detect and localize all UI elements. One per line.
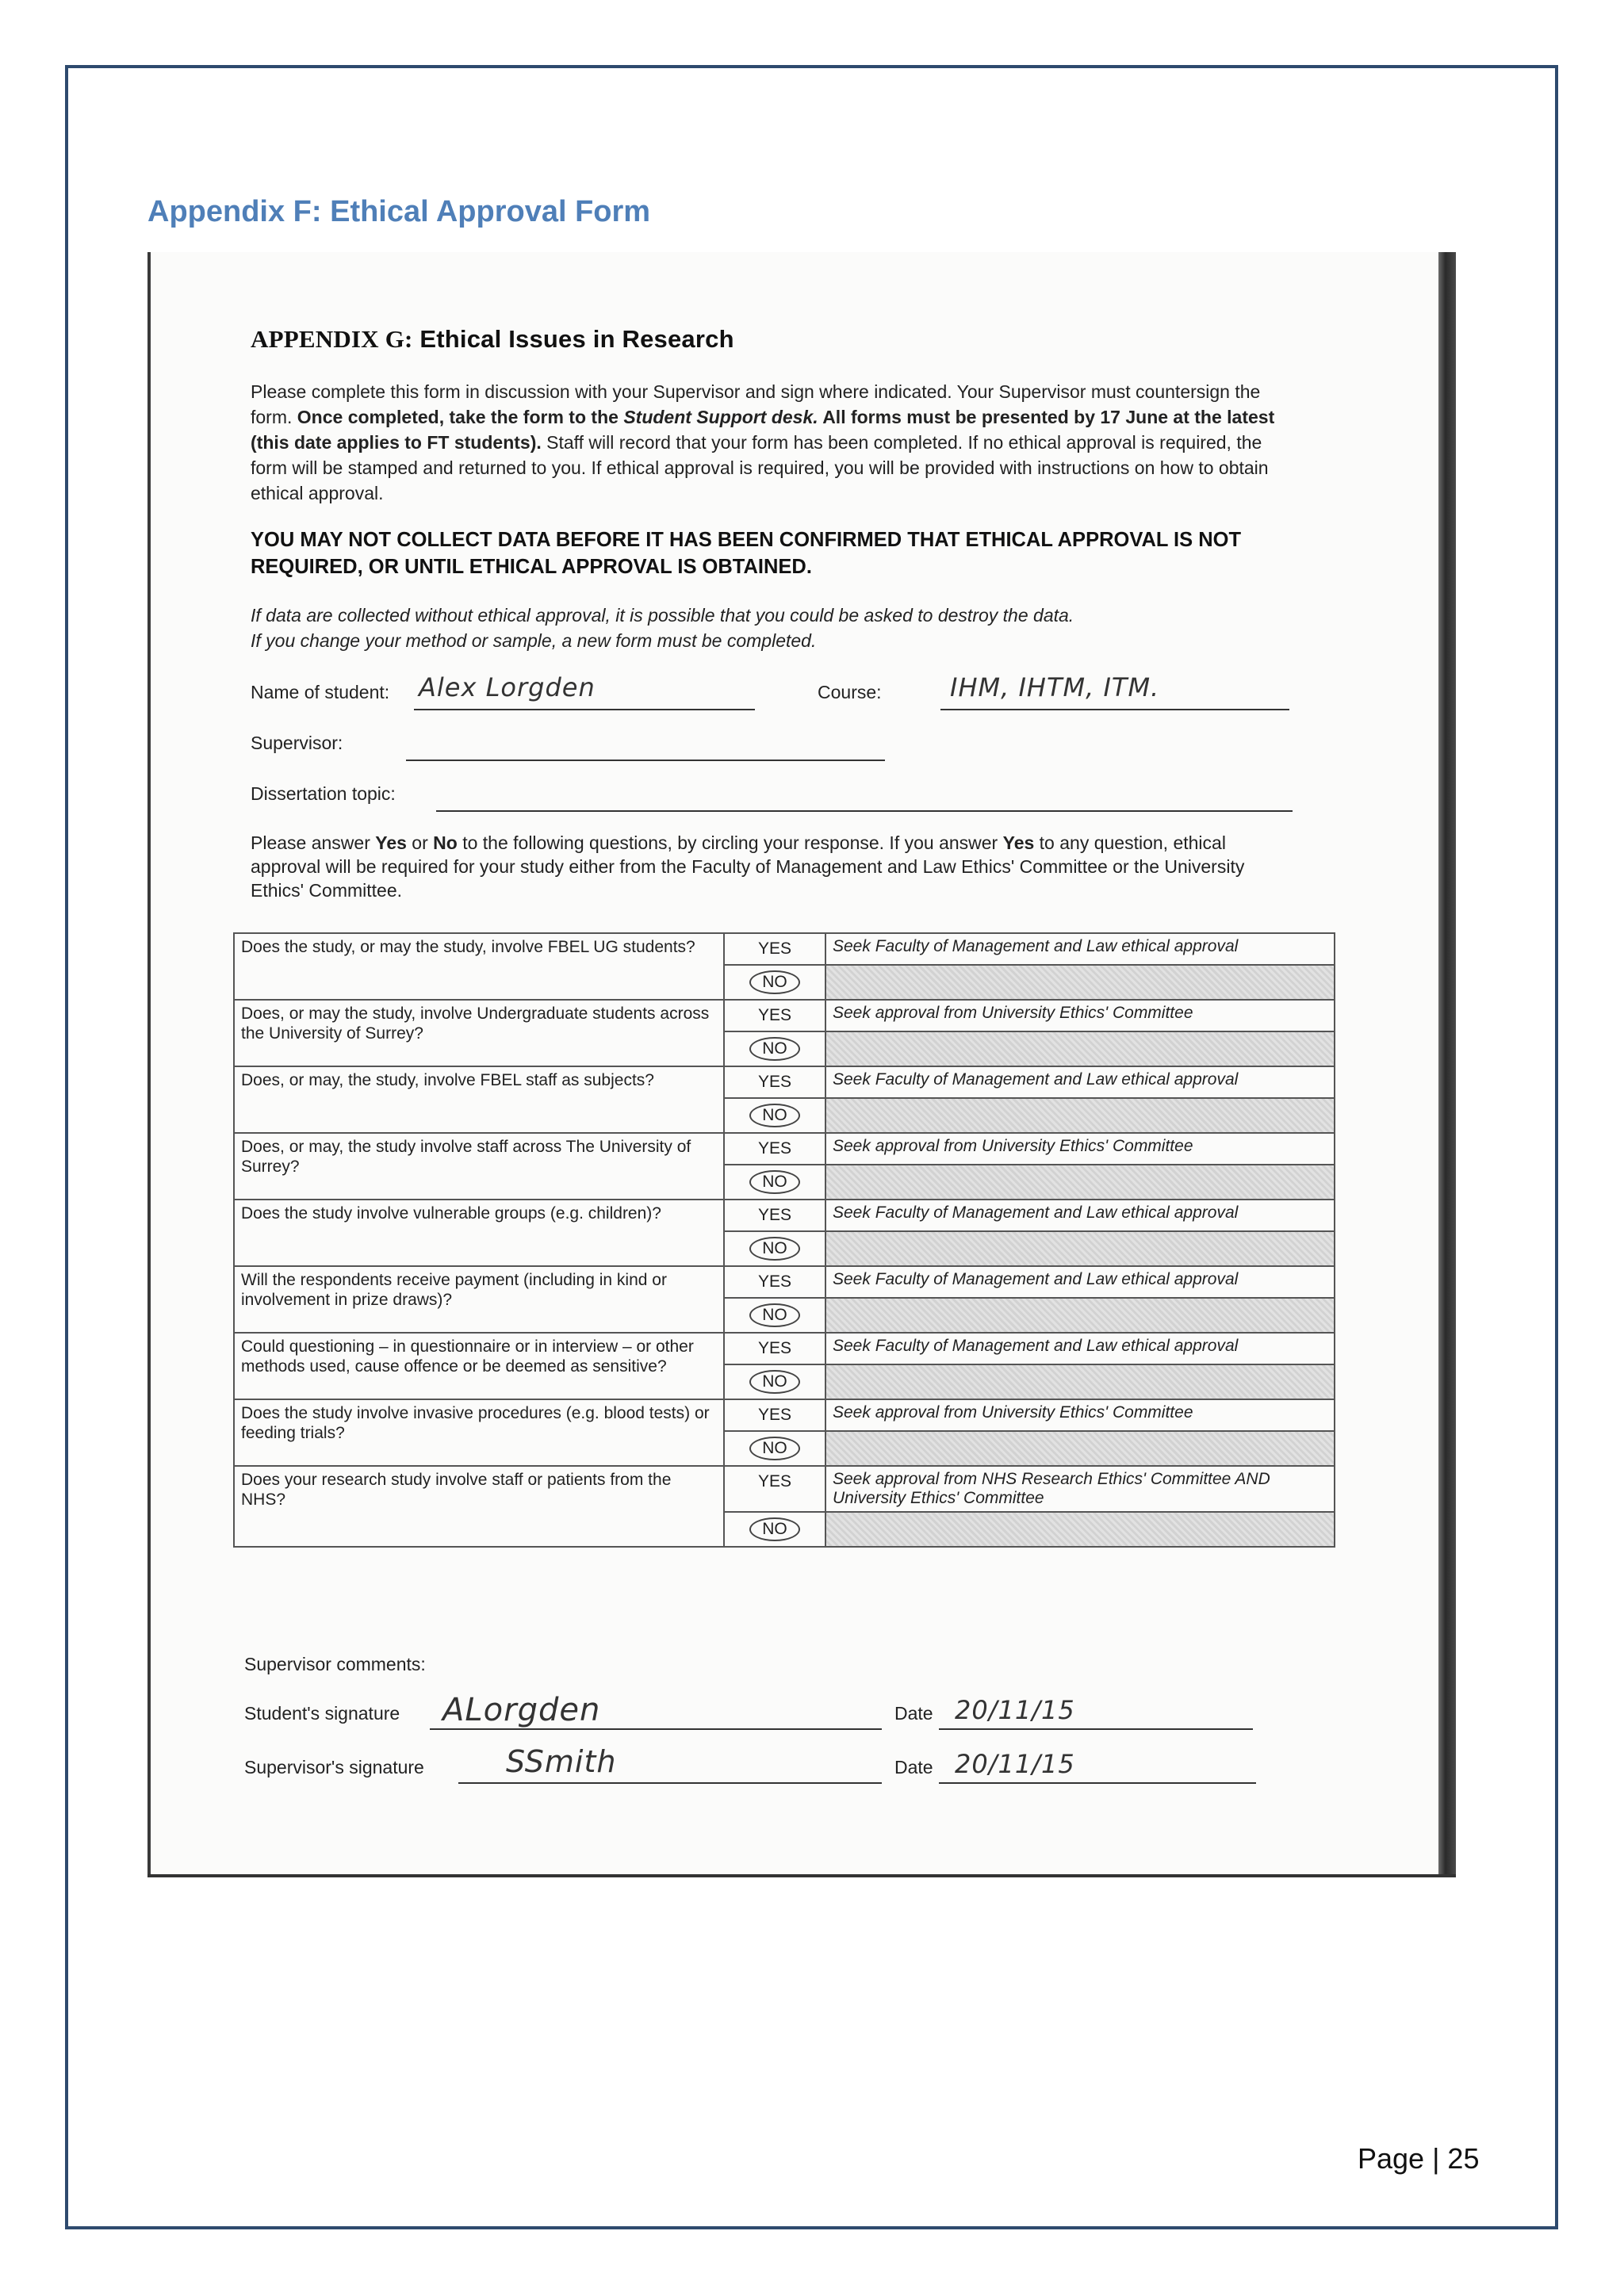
no-option[interactable] bbox=[724, 1098, 825, 1133]
intro-text-1: Please complete this form in discussion with your Supervisor and sign where indicated. Your Supervisor must countersign the form. bbox=[251, 381, 1261, 427]
yes-option[interactable] bbox=[724, 1266, 825, 1298]
answer-yes-2: Yes bbox=[1002, 832, 1035, 853]
dissertation-topic-label: Dissertation topic: bbox=[251, 783, 396, 804]
supervisor-signature-label: Supervisor's signature bbox=[244, 1757, 424, 1777]
intro-bold-italic: Student Support desk. bbox=[623, 407, 818, 427]
question-row bbox=[234, 1000, 1335, 1031]
yes-label: YES bbox=[757, 1339, 792, 1357]
appendix-heading: Appendix F: Ethical Approval Form bbox=[147, 195, 651, 228]
yes-option[interactable] bbox=[724, 1333, 825, 1364]
yes-option[interactable] bbox=[724, 1133, 825, 1165]
question-row bbox=[234, 933, 1335, 965]
no-label-circled: NO bbox=[749, 1237, 800, 1261]
scan-left-edge bbox=[147, 252, 151, 1874]
no-label-circled: NO bbox=[749, 970, 800, 994]
warning-paragraph: YOU MAY NOT COLLECT DATA BEFORE IT HAS BEEN CONFIRMED THAT ETHICAL APPROVAL IS NOT REQUIRED, OR UNTIL ETHICAL APPROVAL IS OBTAINED. bbox=[251, 529, 1242, 578]
italic-note bbox=[251, 603, 1281, 653]
question-row bbox=[234, 1133, 1335, 1165]
intro-bold-2: All forms must be presented by 17 June at the latest (this date applies to FT students). bbox=[251, 407, 1275, 453]
no-option[interactable] bbox=[724, 1512, 825, 1547]
yes-label: YES bbox=[757, 1073, 792, 1091]
question-text: Will the respondents receive payment (including in kind or involvement in prize draws)? bbox=[234, 1266, 724, 1333]
question-text: Does the study involve invasive procedures (e.g. blood tests) or feeding trials? bbox=[234, 1399, 724, 1466]
yes-option[interactable] bbox=[724, 1000, 825, 1031]
form-title bbox=[251, 325, 734, 354]
shaded-cell bbox=[825, 965, 1335, 1000]
course-label: Course: bbox=[818, 682, 882, 702]
no-label-circled: NO bbox=[749, 1104, 800, 1127]
no-option[interactable] bbox=[724, 1364, 825, 1399]
student-date: 20/11/15 bbox=[955, 1695, 1075, 1725]
note-line-2: If you change your method or sample, a new form must be completed. bbox=[251, 630, 817, 651]
no-option[interactable] bbox=[724, 1431, 825, 1466]
answer-no: No bbox=[433, 832, 458, 853]
question-text: Does the study, or may the study, involve FBEL UG students? bbox=[234, 933, 724, 1000]
questions-table bbox=[233, 932, 1335, 1548]
dissertation-topic-field bbox=[251, 783, 1361, 815]
question-row bbox=[234, 1200, 1335, 1231]
supervisor-comments-label: Supervisor comments: bbox=[244, 1654, 426, 1674]
approval-action: Seek Faculty of Management and Law ethical approval bbox=[825, 933, 1335, 965]
answer-post: to any question, ethical approval will be required for your study either from the Faculty of Management and Law Ethics' Committee or the University Ethics' Committee. bbox=[251, 832, 1245, 901]
answer-yes: Yes bbox=[375, 832, 407, 853]
no-option[interactable] bbox=[724, 965, 825, 1000]
approval-action: Seek Faculty of Management and Law ethical approval bbox=[825, 1266, 1335, 1298]
supervisor-label: Supervisor: bbox=[251, 733, 343, 753]
approval-action: Seek Faculty of Management and Law ethical approval bbox=[825, 1200, 1335, 1231]
form-title-lead: APPENDIX G: bbox=[251, 325, 413, 353]
yes-label: YES bbox=[757, 1406, 792, 1424]
approval-action: Seek approval from University Ethics' Committee bbox=[825, 1133, 1335, 1165]
question-text: Does your research study involve staff or patients from the NHS? bbox=[234, 1466, 724, 1547]
note-line-1: If data are collected without ethical approval, it is possible that you could be asked to destroy the data. bbox=[251, 605, 1074, 626]
student-date-label: Date bbox=[894, 1703, 933, 1724]
student-name-handwriting: Alex Lorgden bbox=[419, 672, 596, 702]
shaded-cell bbox=[825, 1364, 1335, 1399]
intro-text-2: Staff will record that your form has been completed. If no ethical approval is required, the form will be stamped and returned to you. If ethical approval is required, you will be provided with instructions on how to obtain ethical approval. bbox=[251, 432, 1269, 503]
approval-action: Seek approval from NHS Research Ethics' Committee AND University Ethics' Committee bbox=[825, 1466, 1335, 1512]
approval-action: Seek approval from University Ethics' Committee bbox=[825, 1000, 1335, 1031]
course-field bbox=[818, 682, 882, 703]
approval-action: Seek approval from University Ethics' Committee bbox=[825, 1399, 1335, 1431]
supervisor-field bbox=[251, 733, 1361, 764]
intro-paragraph bbox=[251, 379, 1281, 506]
yes-option[interactable] bbox=[724, 1200, 825, 1231]
shaded-cell bbox=[825, 1165, 1335, 1200]
supervisor-signature-row bbox=[244, 1744, 1275, 1792]
yes-label: YES bbox=[757, 1272, 792, 1291]
student-signature-label: Student's signature bbox=[244, 1703, 400, 1724]
yes-option[interactable] bbox=[724, 1399, 825, 1431]
supervisor-signature: SSmith bbox=[506, 1744, 617, 1779]
shaded-cell bbox=[825, 1031, 1335, 1066]
form-title-rest: Ethical Issues in Research bbox=[412, 325, 734, 353]
answer-pre: Please answer bbox=[251, 832, 376, 853]
answer-mid: to the following questions, by circling your response. If you answer bbox=[457, 832, 1003, 853]
supervisor-date-label: Date bbox=[894, 1757, 933, 1777]
no-option[interactable] bbox=[724, 1231, 825, 1266]
approval-action: Seek Faculty of Management and Law ethical approval bbox=[825, 1066, 1335, 1098]
course-handwriting: IHM, IHTM, ITM. bbox=[950, 672, 1160, 702]
page-number: Page | 25 bbox=[1358, 2142, 1480, 2175]
question-row bbox=[234, 1266, 1335, 1298]
shaded-cell bbox=[825, 1512, 1335, 1547]
question-row bbox=[234, 1466, 1335, 1512]
shaded-cell bbox=[825, 1098, 1335, 1133]
scanned-form bbox=[147, 252, 1456, 1877]
yes-option[interactable] bbox=[724, 933, 825, 965]
yes-label: YES bbox=[757, 1472, 792, 1490]
question-text: Does the study involve vulnerable groups (e.g. children)? bbox=[234, 1200, 724, 1266]
no-option[interactable] bbox=[724, 1165, 825, 1200]
question-text: Does, or may, the study, involve FBEL staff as subjects? bbox=[234, 1066, 724, 1133]
yes-label: YES bbox=[757, 1139, 792, 1158]
no-label-circled: NO bbox=[749, 1437, 800, 1460]
name-course-lines bbox=[251, 682, 1361, 714]
shaded-cell bbox=[825, 1298, 1335, 1333]
student-signature-row bbox=[244, 1692, 1275, 1738]
shaded-cell bbox=[825, 1231, 1335, 1266]
yes-label: YES bbox=[757, 1206, 792, 1224]
no-label-circled: NO bbox=[749, 1517, 800, 1541]
question-text: Does, or may the study, involve Undergraduate students across the University of Surrey? bbox=[234, 1000, 724, 1066]
name-label: Name of student: bbox=[251, 682, 390, 702]
no-label-circled: NO bbox=[749, 1303, 800, 1327]
student-signature: ALorgden bbox=[442, 1692, 601, 1728]
no-label-circled: NO bbox=[749, 1170, 800, 1194]
approval-action: Seek Faculty of Management and Law ethical approval bbox=[825, 1333, 1335, 1364]
yes-label: YES bbox=[757, 1006, 792, 1024]
supervisor-date: 20/11/15 bbox=[955, 1749, 1075, 1779]
scan-right-edge bbox=[1438, 252, 1456, 1874]
no-label-circled: NO bbox=[749, 1370, 800, 1394]
question-text: Does, or may, the study involve staff across The University of Surrey? bbox=[234, 1133, 724, 1200]
yes-option[interactable] bbox=[724, 1066, 825, 1098]
no-option[interactable] bbox=[724, 1298, 825, 1333]
answer-or: or bbox=[406, 832, 434, 853]
question-text: Could questioning – in questionnaire or in interview – or other methods used, cause offence or be deemed as sensitive? bbox=[234, 1333, 724, 1399]
question-row bbox=[234, 1399, 1335, 1431]
no-label-circled: NO bbox=[749, 1037, 800, 1061]
answer-instructions bbox=[251, 831, 1281, 902]
yes-label: YES bbox=[757, 939, 792, 958]
question-row bbox=[234, 1066, 1335, 1098]
no-option[interactable] bbox=[724, 1031, 825, 1066]
shaded-cell bbox=[825, 1431, 1335, 1466]
question-row bbox=[234, 1333, 1335, 1364]
yes-option[interactable] bbox=[724, 1466, 825, 1512]
intro-bold-1: Once completed, take the form to the bbox=[297, 407, 624, 427]
